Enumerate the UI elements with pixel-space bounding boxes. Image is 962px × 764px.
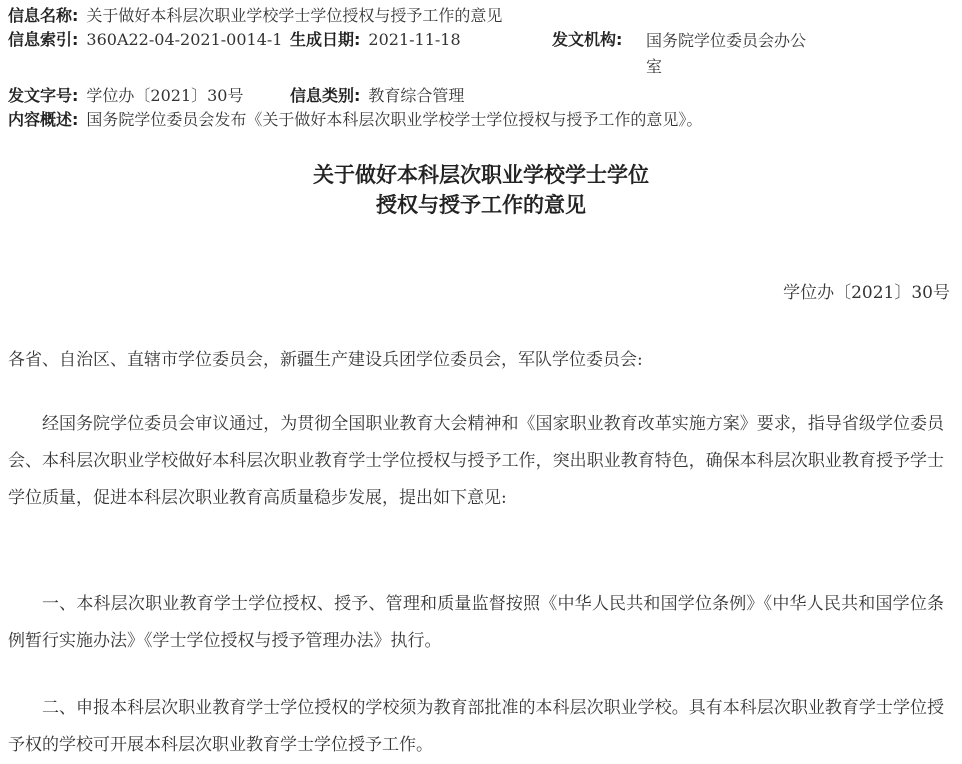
meta-summary-label: 内容概述:: [8, 110, 79, 129]
meta-date-label: 生成日期:: [290, 30, 361, 49]
meta-row-name: [8, 4, 954, 28]
document-title-line-1: 关于做好本科层次职业学校学士学位: [313, 163, 649, 187]
document-title: [0, 160, 962, 220]
meta-row-index: [8, 28, 954, 84]
document-number: 学位办〔2021〕30号: [783, 283, 950, 303]
document-metadata: [8, 4, 954, 132]
meta-name-value: 关于做好本科层次职业学校学士学位授权与授予工作的意见: [86, 6, 503, 25]
meta-docno-label: 发文字号:: [8, 86, 79, 105]
salutation: 各省、自治区、直辖市学位委员会，新疆生产建设兵团学位委员会，军队学位委员会:: [8, 350, 643, 370]
meta-name-label: 信息名称:: [8, 6, 79, 25]
meta-summary-value: 国务院学位委员会发布《关于做好本科层次职业学校学士学位授权与授予工作的意见》。: [86, 110, 703, 129]
body-paragraph-2: 二、申报本科层次职业教育学士学位授权的学校须为教育部批准的本科层次职业学校。具有本科层次职业教育学士学位授予权的学校可开展本科层次职业教育学士学位授予工作。: [8, 698, 944, 755]
meta-docno-value: 学位办〔2021〕30号: [86, 86, 244, 105]
meta-row-summary: [8, 108, 954, 132]
body-paragraph-intro: 经国务院学位委员会审议通过，为贯彻全国职业教育大会精神和《国家职业教育改革实施方案》要求，指导省级学位委员会、本科层次职业学校做好本科层次职业教育学士学位授权与授予工作，突出职业教育特色，确保本科层次职业教育授予学士学位质量，促进本科层次职业教育高质量稳步发展，提出如下意见:: [8, 414, 944, 508]
meta-row-docno: [8, 84, 954, 108]
meta-date-value: 2021-11-18: [368, 30, 461, 49]
meta-index-label: 信息索引:: [8, 30, 79, 49]
meta-org-value: 国务院学位委员会办公室: [646, 31, 807, 76]
meta-index-value: 360A22-04-2021-0014-1: [86, 30, 283, 49]
meta-category-label: 信息类别:: [290, 86, 361, 105]
meta-category-value: 教育综合管理: [368, 86, 465, 105]
body-paragraph-1: 一、本科层次职业教育学士学位授权、授予、管理和质量监督按照《中华人民共和国学位条例》《中华人民共和国学位条例暂行实施办法》《学士学位授权与授予管理办法》执行。: [8, 594, 944, 651]
document-title-line-2: 授权与授予工作的意见: [376, 193, 586, 217]
meta-org-label: 发文机构:: [552, 30, 623, 49]
